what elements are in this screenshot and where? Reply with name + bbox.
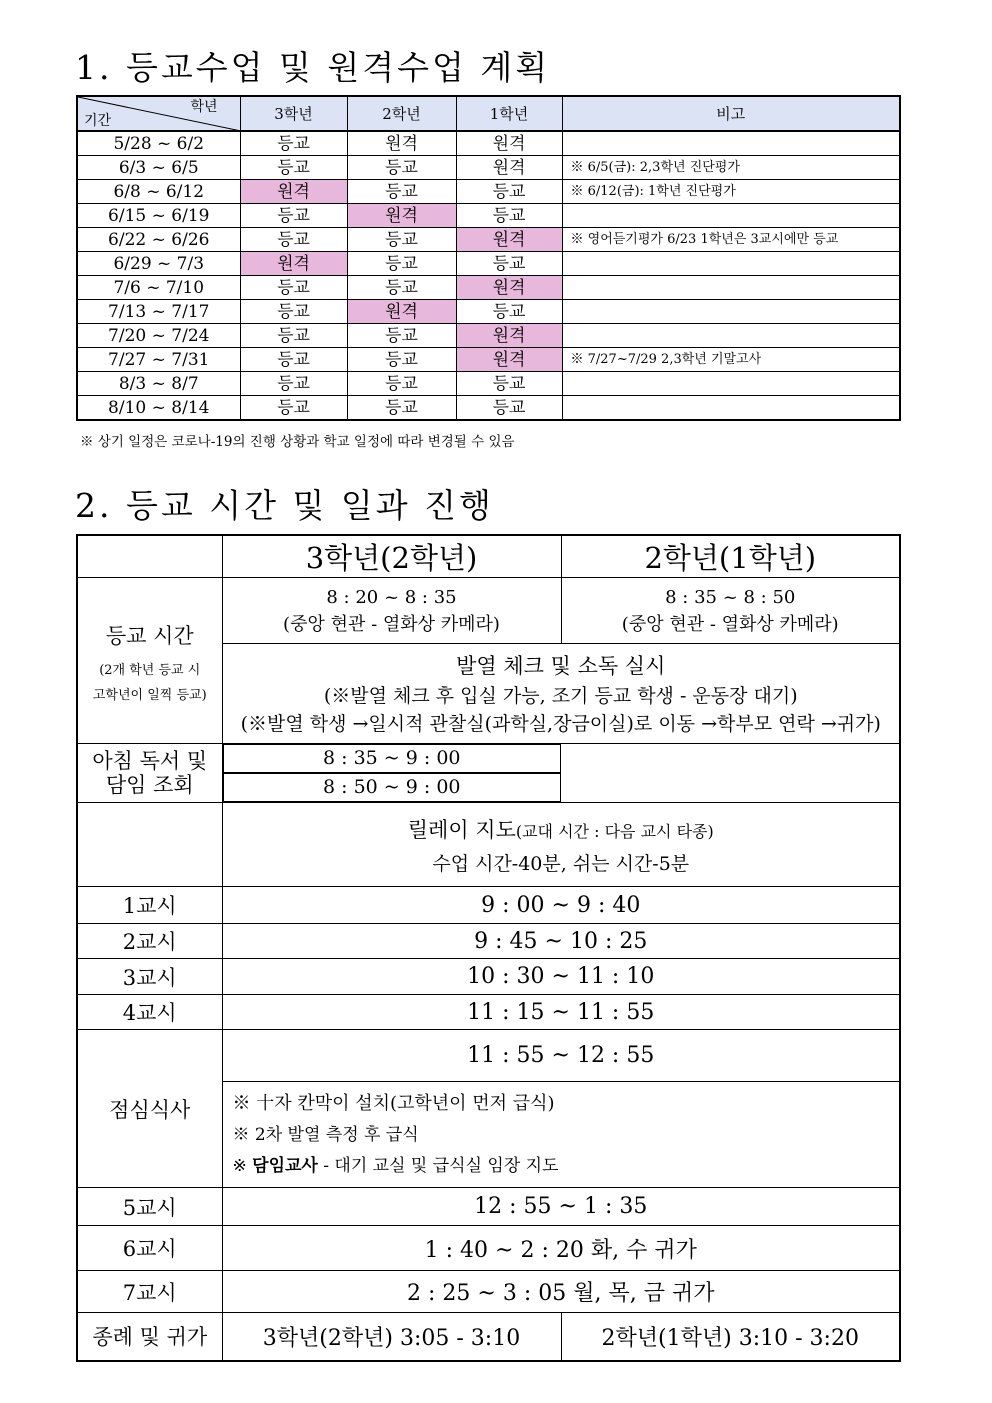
lunch-note3: ※ 담임교사 - 대기 교실 및 급식실 임장 지도 — [232, 1155, 559, 1176]
arrival-label: 등교 시간 — [105, 623, 194, 648]
relay-empty-cell — [77, 803, 222, 887]
arrival-b-cell — [561, 578, 900, 644]
schedule-note: ※ 6/5(금): 2,3학년 진단평가 — [562, 156, 900, 180]
relay-cell — [222, 803, 900, 887]
lunch-note2: ※ 2차 발열 측정 후 급식 — [232, 1124, 419, 1145]
schedule-note: ※ 7/27~7/29 2,3학년 기말고사 — [562, 348, 900, 372]
schedule-g1: 등교 — [456, 180, 562, 204]
period-row — [77, 959, 900, 995]
schedule-g3: 등교 — [240, 300, 347, 324]
schedule-g3: 원격 — [240, 252, 347, 276]
schedule-row — [77, 131, 900, 156]
schedule-note — [562, 131, 900, 156]
schedule-g3: 등교 — [240, 204, 347, 228]
schedule-row — [77, 204, 900, 228]
schedule-note — [562, 204, 900, 228]
period-row — [77, 1226, 900, 1271]
closing-b: 2학년(1학년) 3:10 - 3:20 — [561, 1313, 900, 1361]
schedule-g2: 등교 — [347, 348, 456, 372]
schedule-g2: 등교 — [347, 228, 456, 252]
schedule-g2: 원격 — [347, 300, 456, 324]
period-row — [77, 1188, 900, 1226]
schedule-row — [77, 228, 900, 252]
schedule-g2: 등교 — [347, 396, 456, 421]
schedule-period: 6/15 ~ 6/19 — [77, 204, 240, 228]
period-label: 3교시 — [77, 959, 222, 995]
schedule-g1: 원격 — [456, 276, 562, 300]
schedule-g2: 등교 — [347, 180, 456, 204]
schedule-g1: 등교 — [456, 204, 562, 228]
period-label: 2교시 — [77, 924, 222, 959]
homeroom-time-a: 8 : 35 ~ 9 : 00 — [223, 744, 562, 773]
relay-title: 릴레이 지도 — [407, 817, 516, 842]
period-time: 9 : 00 ~ 9 : 40 — [222, 887, 900, 924]
arrival-time-row — [77, 578, 900, 644]
arrival-label-cell — [77, 578, 222, 744]
period-time: 2 : 25 ~ 3 : 05 월, 목, 금 귀가 — [222, 1271, 900, 1313]
schedule-g2: 등교 — [347, 156, 456, 180]
period-row — [77, 995, 900, 1030]
schedule-note: ※ 영어듣기평가 6/23 1학년은 3교시에만 등교 — [562, 228, 900, 252]
schedule-row — [77, 300, 900, 324]
schedule-g1: 원격 — [456, 348, 562, 372]
closing-row — [77, 1313, 900, 1361]
section2-title: 2. 등교 시간 및 일과 진행 — [75, 486, 494, 525]
schedule-g3: 등교 — [240, 396, 347, 421]
schedule-g3: 등교 — [240, 276, 347, 300]
closing-label: 종례 및 귀가 — [77, 1313, 222, 1361]
schedule-note — [562, 300, 900, 324]
schedule-row — [77, 396, 900, 421]
schedule-row — [77, 156, 900, 180]
schedule-period: 8/3 ~ 8/7 — [77, 372, 240, 396]
fever-check-title: 발열 체크 및 소독 실시 — [456, 653, 666, 678]
col-header-b: 2학년(1학년) — [561, 535, 900, 578]
schedule-header-row — [77, 96, 900, 131]
lunch-label: 점심식사 — [77, 1030, 222, 1188]
schedule-period: 8/10 ~ 8/14 — [77, 396, 240, 421]
schedule-g1: 등교 — [456, 252, 562, 276]
schedule-row — [77, 252, 900, 276]
relay-line2: 수업 시간-40분, 쉬는 시간-5분 — [432, 852, 690, 875]
arrival-time-b: 8 : 35 ~ 8 : 50 — [665, 586, 796, 608]
diagonal-header-cell — [77, 96, 240, 131]
period-time: 11 : 15 ~ 11 : 55 — [222, 995, 900, 1030]
homeroom-row — [77, 744, 900, 803]
closing-a: 3학년(2학년) 3:05 - 3:10 — [222, 1313, 561, 1361]
schedule-g1: 등교 — [456, 396, 562, 421]
schedule-table — [76, 95, 901, 421]
fever-check-note1: (※발열 체크 후 입실 가능, 조기 등교 학생 - 운동장 대기) — [323, 684, 798, 707]
period-row — [77, 924, 900, 959]
col-header-a: 3학년(2학년) — [222, 535, 561, 578]
schedule-period: 5/28 ~ 6/2 — [77, 131, 240, 156]
schedule-note — [562, 396, 900, 421]
header-period: 기간 — [84, 113, 112, 129]
schedule-g2: 등교 — [347, 372, 456, 396]
schedule-note — [562, 252, 900, 276]
arrival-place-a: (중앙 현관 - 열화상 카메라) — [283, 613, 500, 635]
schedule-note — [562, 372, 900, 396]
header-g3: 3학년 — [240, 96, 347, 131]
lunch-time-row — [77, 1030, 900, 1082]
schedule-row — [77, 180, 900, 204]
periods-5-7 — [77, 1188, 900, 1313]
periods-1-4 — [77, 887, 900, 1030]
period-time: 1 : 40 ~ 2 : 20 화, 수 귀가 — [222, 1226, 900, 1271]
schedule-period: 7/13 ~ 7/17 — [77, 300, 240, 324]
schedule-period: 6/8 ~ 6/12 — [77, 180, 240, 204]
homeroom-label1: 아침 독서 및 — [92, 749, 208, 773]
homeroom-label-cell — [77, 744, 222, 803]
schedule-g3: 등교 — [240, 131, 347, 156]
schedule-period: 6/22 ~ 6/26 — [77, 228, 240, 252]
arrival-sub1: (2개 학년 등교 시 — [99, 662, 201, 678]
lunch-time: 11 : 55 ~ 12 : 55 — [222, 1030, 900, 1082]
arrival-sub2: 고학년이 일찍 등교) — [92, 687, 207, 703]
schedule-body — [77, 131, 900, 420]
period-label: 4교시 — [77, 995, 222, 1030]
homeroom-time-b: 8 : 50 ~ 9 : 00 — [223, 773, 562, 802]
period-row — [77, 1271, 900, 1313]
section1-title: 1. 등교수업 및 원격수업 계획 — [75, 48, 551, 87]
fever-check-cell — [222, 644, 900, 744]
lunch-note3-bold: 담임교사 — [252, 1155, 318, 1176]
relay-subtitle: (교대 시간 : 다음 교시 타종) — [515, 821, 714, 841]
schedule-g1: 원격 — [456, 324, 562, 348]
schedule-g2: 등교 — [347, 276, 456, 300]
schedule-period: 7/20 ~ 7/24 — [77, 324, 240, 348]
period-label: 7교시 — [77, 1271, 222, 1313]
schedule-g1: 등교 — [456, 372, 562, 396]
lunch-notes-cell — [222, 1082, 900, 1188]
schedule-row — [77, 276, 900, 300]
schedule-footnote: ※ 상기 일정은 코로나-19의 진행 상황과 학교 일정에 따라 변경될 수 있음 — [80, 434, 515, 450]
schedule-g1: 등교 — [456, 300, 562, 324]
relay-row — [77, 803, 900, 887]
arrival-time-a: 8 : 20 ~ 8 : 35 — [326, 586, 457, 608]
schedule-g2: 원격 — [347, 131, 456, 156]
period-label: 6교시 — [77, 1226, 222, 1271]
schedule-period: 7/27 ~ 7/31 — [77, 348, 240, 372]
period-row — [77, 887, 900, 924]
schedule-row — [77, 348, 900, 372]
schedule-period: 6/3 ~ 6/5 — [77, 156, 240, 180]
schedule-g3: 원격 — [240, 180, 347, 204]
period-time: 10 : 30 ~ 11 : 10 — [222, 959, 900, 995]
daily-schedule-table — [76, 534, 901, 1362]
empty-header-cell — [77, 535, 222, 578]
period-time: 12 : 55 ~ 1 : 35 — [222, 1188, 900, 1226]
fever-check-note2: (※발열 학생 →일시적 관찰실(과학실,장금이실)로 이동 →학부모 연락 →귀가) — [240, 712, 881, 735]
schedule-note: ※ 6/12(금): 1학년 진단평가 — [562, 180, 900, 204]
schedule-g1: 원격 — [456, 131, 562, 156]
lunch-note1: ※ 十자 칸막이 설치(고학년이 먼저 급식) — [232, 1092, 555, 1114]
schedule-row — [77, 372, 900, 396]
period-time: 9 : 45 ~ 10 : 25 — [222, 924, 900, 959]
schedule-g2: 원격 — [347, 204, 456, 228]
header-note: 비고 — [562, 96, 900, 131]
schedule-g3: 등교 — [240, 372, 347, 396]
schedule-g1: 원격 — [456, 228, 562, 252]
period-label: 1교시 — [77, 887, 222, 924]
schedule-period: 7/6 ~ 7/10 — [77, 276, 240, 300]
schedule-row — [77, 324, 900, 348]
homeroom-label2: 담임 조회 — [105, 773, 194, 797]
schedule-note — [562, 324, 900, 348]
schedule-g2: 등교 — [347, 252, 456, 276]
schedule-note — [562, 276, 900, 300]
schedule-g3: 등교 — [240, 156, 347, 180]
schedule-g1: 원격 — [456, 156, 562, 180]
schedule-period: 6/29 ~ 7/3 — [77, 252, 240, 276]
header-g1: 1학년 — [456, 96, 562, 131]
arrival-place-b: (중앙 현관 - 열화상 카메라) — [621, 613, 839, 635]
arrival-a-cell — [222, 578, 561, 644]
period-label: 5교시 — [77, 1188, 222, 1226]
schedule-g3: 등교 — [240, 228, 347, 252]
header-g2: 2학년 — [347, 96, 456, 131]
schedule-g3: 등교 — [240, 348, 347, 372]
grade-header-row — [77, 535, 900, 578]
header-grade: 학년 — [190, 99, 218, 115]
schedule-g2: 등교 — [347, 324, 456, 348]
schedule-g3: 등교 — [240, 324, 347, 348]
